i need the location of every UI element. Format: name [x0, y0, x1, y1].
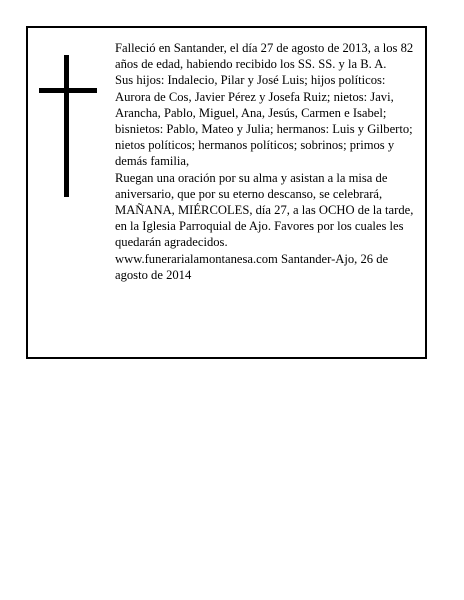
funeral-home-footer: www.funerarialamontanesa.com Santander-Ajo, 26 de agosto de 2014 — [115, 251, 389, 282]
cross-vertical-bar — [64, 55, 69, 197]
cross-icon — [39, 55, 97, 197]
notice-text — [115, 40, 420, 283]
family-list: Sus hijos: Indalecio, Pilar y José Luis; hijos políticos: Aurora de Cos, Javier Pérez y Josefa Ruiz; nietos: Javi, Arancha, Pablo, Miguel, Ana, Jesús, Carmen e Isabel; bisnietos: Pablo, Mateo y Julia; hermanos: Luis y Gilberto; nietos políticos; hermanos políticos; sobrinos; primos y demás familia, — [115, 73, 413, 169]
mass-invitation: Ruegan una oración por su alma y asistan a la misa de aniversario, que por su eterno descanso, se celebrará, MAÑANA, MIÉRCOLES, día 27, a las OCHO de la tarde, en la Iglesia Parroquial de Ajo. Favores por los cuales les quedarán agradecidos. — [115, 170, 414, 250]
cross-horizontal-bar — [39, 88, 97, 93]
obituary-notice — [26, 26, 427, 359]
death-announcement: Falleció en Santander, el día 27 de agosto de 2013, a los 82 años de edad, habiendo recibido los SS. SS. y la B. A. — [115, 41, 414, 72]
